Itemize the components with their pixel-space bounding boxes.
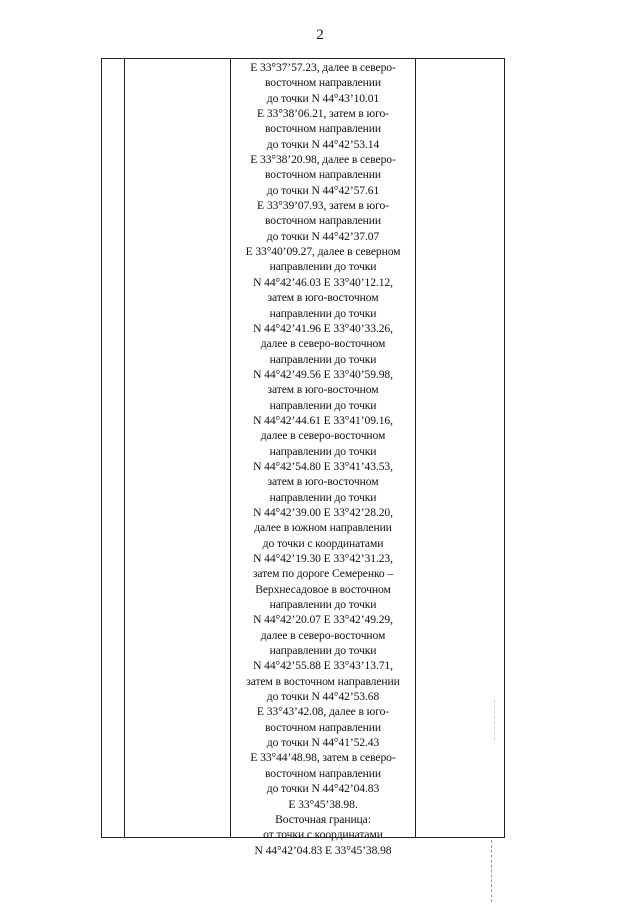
- boundary-text-line: затем в восточном направлении: [246, 674, 400, 688]
- boundary-text-line: восточном направлении: [265, 214, 381, 228]
- boundary-text-line: до точки N 44°42’37.07: [266, 229, 380, 243]
- boundary-table: [101, 58, 505, 857]
- boundary-text-line: Е 33°45’38.98.: [288, 797, 358, 811]
- boundary-text-line: N 44°42’54.80 Е 33°41’43.53,: [253, 459, 393, 473]
- boundary-text-line: Е 33°39’07.93, затем в юго-: [257, 199, 389, 213]
- boundary-text-line: направлении до точки: [269, 598, 377, 612]
- boundary-text-line: до точки N 44°43’10.01: [266, 91, 380, 105]
- boundary-text-line: Е 33°37’57.23, далее в северо-: [250, 61, 396, 74]
- boundary-text-line: далее в северо-восточном: [260, 337, 386, 351]
- boundary-text-line: Е 33°44’48.98, затем в северо-: [250, 751, 396, 765]
- boundary-text-line: далее в южном направлении: [254, 521, 392, 535]
- boundary-text-line: направлении до точки: [269, 306, 377, 320]
- boundary-text-line: далее в северо-восточном: [260, 429, 386, 443]
- boundary-text-line: Е 33°38’20.98, далее в северо-: [250, 153, 396, 167]
- page-number: 2: [316, 27, 324, 43]
- scan-artifact-line: [491, 840, 492, 902]
- boundary-text-line: N 44°42’39.00 Е 33°42’28.20,: [253, 505, 393, 519]
- boundary-text-line: до точки N 44°42’04.83: [266, 782, 380, 796]
- boundary-text-line: Е 33°43’42.08, далее в юго-: [256, 705, 390, 719]
- boundary-text-line: затем в юго-восточном: [267, 475, 379, 489]
- boundary-text-line: N 44°42’46.03 Е 33°40’12.12,: [253, 275, 393, 289]
- boundary-text-line: направлении до точки: [269, 260, 377, 274]
- boundary-text-line: направлении до точки: [269, 490, 377, 504]
- boundary-text-line: направлении до точки: [269, 398, 377, 412]
- boundary-text-line: от точки с координатами: [263, 828, 383, 842]
- boundary-text-line: Е 33°40’09.27, далее в северном: [245, 245, 401, 259]
- boundary-text-line: N 44°42’04.83 Е 33°45’38.98: [254, 843, 392, 857]
- boundary-description-cell: [231, 60, 415, 858]
- boundary-text-line: направлении до точки: [269, 444, 377, 458]
- boundary-text-line: до точки N 44°42’53.14: [266, 137, 380, 151]
- boundary-text-line: восточном направлении: [265, 766, 381, 780]
- boundary-text-line: восточном направлении: [265, 720, 381, 734]
- boundary-text-line: восточном направлении: [265, 122, 381, 136]
- boundary-text-line: до точки N 44°42’57.61: [266, 183, 380, 197]
- boundary-text-line: до точки N 44°41’52.43: [266, 736, 380, 750]
- column-divider: [415, 59, 416, 837]
- boundary-text-line: N 44°42’20.07 Е 33°42’49.29,: [253, 613, 393, 627]
- boundary-text-line: до точки N 44°42’53.68: [266, 690, 380, 704]
- scan-artifact-line: [494, 700, 495, 740]
- boundary-text-line: далее в северо-восточном: [260, 628, 386, 642]
- boundary-text-line: Е 33°38’06.21, затем в юго-: [257, 107, 389, 121]
- boundary-text-line: N 44°42’44.61 Е 33°41’09.16,: [253, 413, 393, 427]
- boundary-text-line: восточном направлении: [265, 76, 381, 90]
- boundary-text-line: затем в юго-восточном: [267, 383, 379, 397]
- boundary-text-line: Верхнесадовое в восточном: [255, 582, 391, 596]
- boundary-text-line: затем по дороге Семеренко –: [252, 567, 394, 581]
- column-divider: [124, 59, 125, 837]
- boundary-text-line: N 44°42’55.88 Е 33°43’13.71,: [253, 659, 393, 673]
- boundary-text-line: восточном направлении: [265, 168, 381, 182]
- boundary-text-line: направлении до точки: [269, 352, 377, 366]
- boundary-text-line: N 44°42’41.96 Е 33°40’33.26,: [253, 321, 393, 335]
- boundary-text-line: до точки с координатами: [262, 536, 384, 550]
- boundary-text-line: N 44°42’19.30 Е 33°42’31.23,: [253, 552, 393, 565]
- boundary-text-line: направлении до точки: [269, 644, 377, 658]
- boundary-text-line: N 44°42’49.56 Е 33°40’59.98,: [253, 367, 393, 381]
- boundary-text-line: Восточная граница:: [275, 812, 371, 826]
- boundary-text-line: затем в юго-восточном: [267, 291, 379, 305]
